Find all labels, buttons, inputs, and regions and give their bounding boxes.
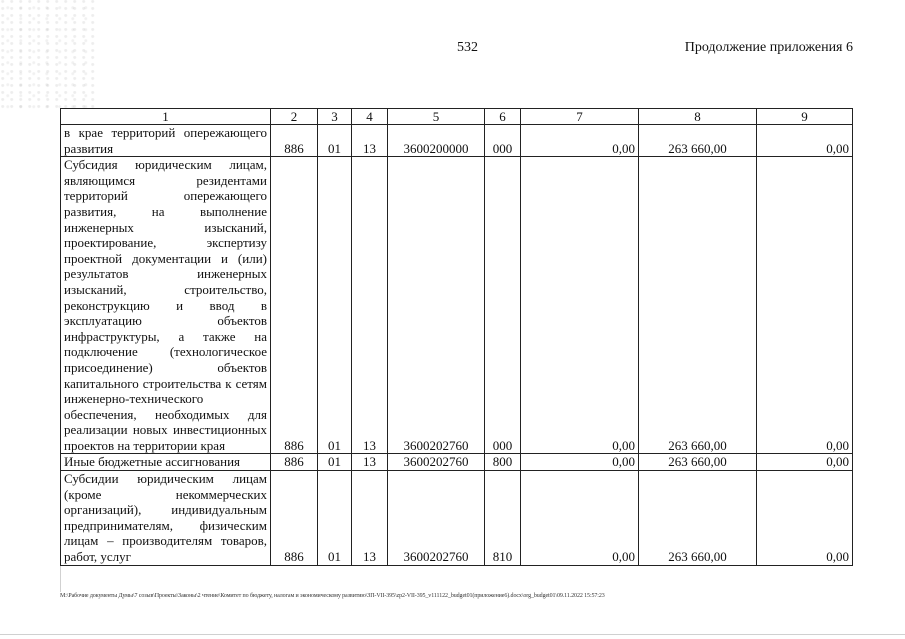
cell-col6: 800 <box>485 454 521 471</box>
column-header: 1 <box>61 109 271 125</box>
cell-col8: 263 660,00 <box>639 157 757 454</box>
column-header: 9 <box>757 109 853 125</box>
cell-col7: 0,00 <box>521 125 639 157</box>
cell-col9: 0,00 <box>757 157 853 454</box>
cell-col7: 0,00 <box>521 454 639 471</box>
cell-col3: 01 <box>318 157 352 454</box>
table-row <box>61 157 853 454</box>
document-file-path: M:\Рабочие документы Думы\7 созыв\Проекты\Законы\2 чтение\Комитет по бюджету, налогам и экономическому развитию\ЗП-VII-395\zp2-VII-395_v111122_budget01(приложение6).docx\org_budget01\09.11.2022 15:57:23 <box>60 593 605 599</box>
column-header: 5 <box>388 109 485 125</box>
cell-col4: 13 <box>352 471 388 566</box>
cell-col2: 886 <box>271 125 318 157</box>
column-header: 7 <box>521 109 639 125</box>
cell-col3: 01 <box>318 471 352 566</box>
continuation-title: Продолжение приложения 6 <box>684 40 853 55</box>
scan-artifact <box>0 0 95 110</box>
table-header-row <box>61 109 853 125</box>
cell-col2: 886 <box>271 471 318 566</box>
cell-col8: 263 660,00 <box>639 125 757 157</box>
cell-col2: 886 <box>271 157 318 454</box>
cell-col8: 263 660,00 <box>639 471 757 566</box>
cell-col9: 0,00 <box>757 471 853 566</box>
cell-col6: 000 <box>485 157 521 454</box>
cell-col5: 3600202760 <box>388 471 485 566</box>
table-row <box>61 454 853 471</box>
cell-col3: 01 <box>318 454 352 471</box>
column-header: 8 <box>639 109 757 125</box>
cell-col9: 0,00 <box>757 125 853 157</box>
cell-col4: 13 <box>352 454 388 471</box>
cell-col9: 0,00 <box>757 454 853 471</box>
column-header: 3 <box>318 109 352 125</box>
cell-col8: 263 660,00 <box>639 454 757 471</box>
cell-col4: 13 <box>352 157 388 454</box>
column-header: 2 <box>271 109 318 125</box>
table-row <box>61 471 853 566</box>
cell-col4: 13 <box>352 125 388 157</box>
cell-col2: 886 <box>271 454 318 471</box>
page-bottom-rule <box>0 634 905 635</box>
cell-col6: 000 <box>485 125 521 157</box>
cell-col7: 0,00 <box>521 471 639 566</box>
cell-col5: 3600202760 <box>388 157 485 454</box>
cell-col6: 810 <box>485 471 521 566</box>
cell-col7: 0,00 <box>521 157 639 454</box>
table-row <box>61 125 853 157</box>
row-description: в крае территорий опережающего развития <box>61 125 271 157</box>
budget-table <box>60 108 853 566</box>
cell-col3: 01 <box>318 125 352 157</box>
column-header: 4 <box>352 109 388 125</box>
row-description: Субсидия юридическим лицам, являющимся резидентами территорий опережающего развития, на выполнение инженерных изысканий, проектирование, экспертизу проектной документации и (или) результатов инженерных изысканий, строительство, реконструкцию и ввод в эксплуатацию объектов инфраструктуры, а также на подключение (технологическое присоединение) объектов капитального строительства к сетям инженерно-технического обеспечения, необходимых для реализации новых инвестиционных проектов на территории края <box>61 157 271 454</box>
cell-col5: 3600202760 <box>388 454 485 471</box>
cell-col5: 3600200000 <box>388 125 485 157</box>
column-header: 6 <box>485 109 521 125</box>
page-number: 532 <box>457 40 478 55</box>
row-description: Субсидии юридическим лицам (кроме некоммерческих организаций), индивидуальным предпринимателям, физическим лицам – производителям товаров, работ, услуг <box>61 471 271 566</box>
row-description: Иные бюджетные ассигнования <box>61 454 271 471</box>
